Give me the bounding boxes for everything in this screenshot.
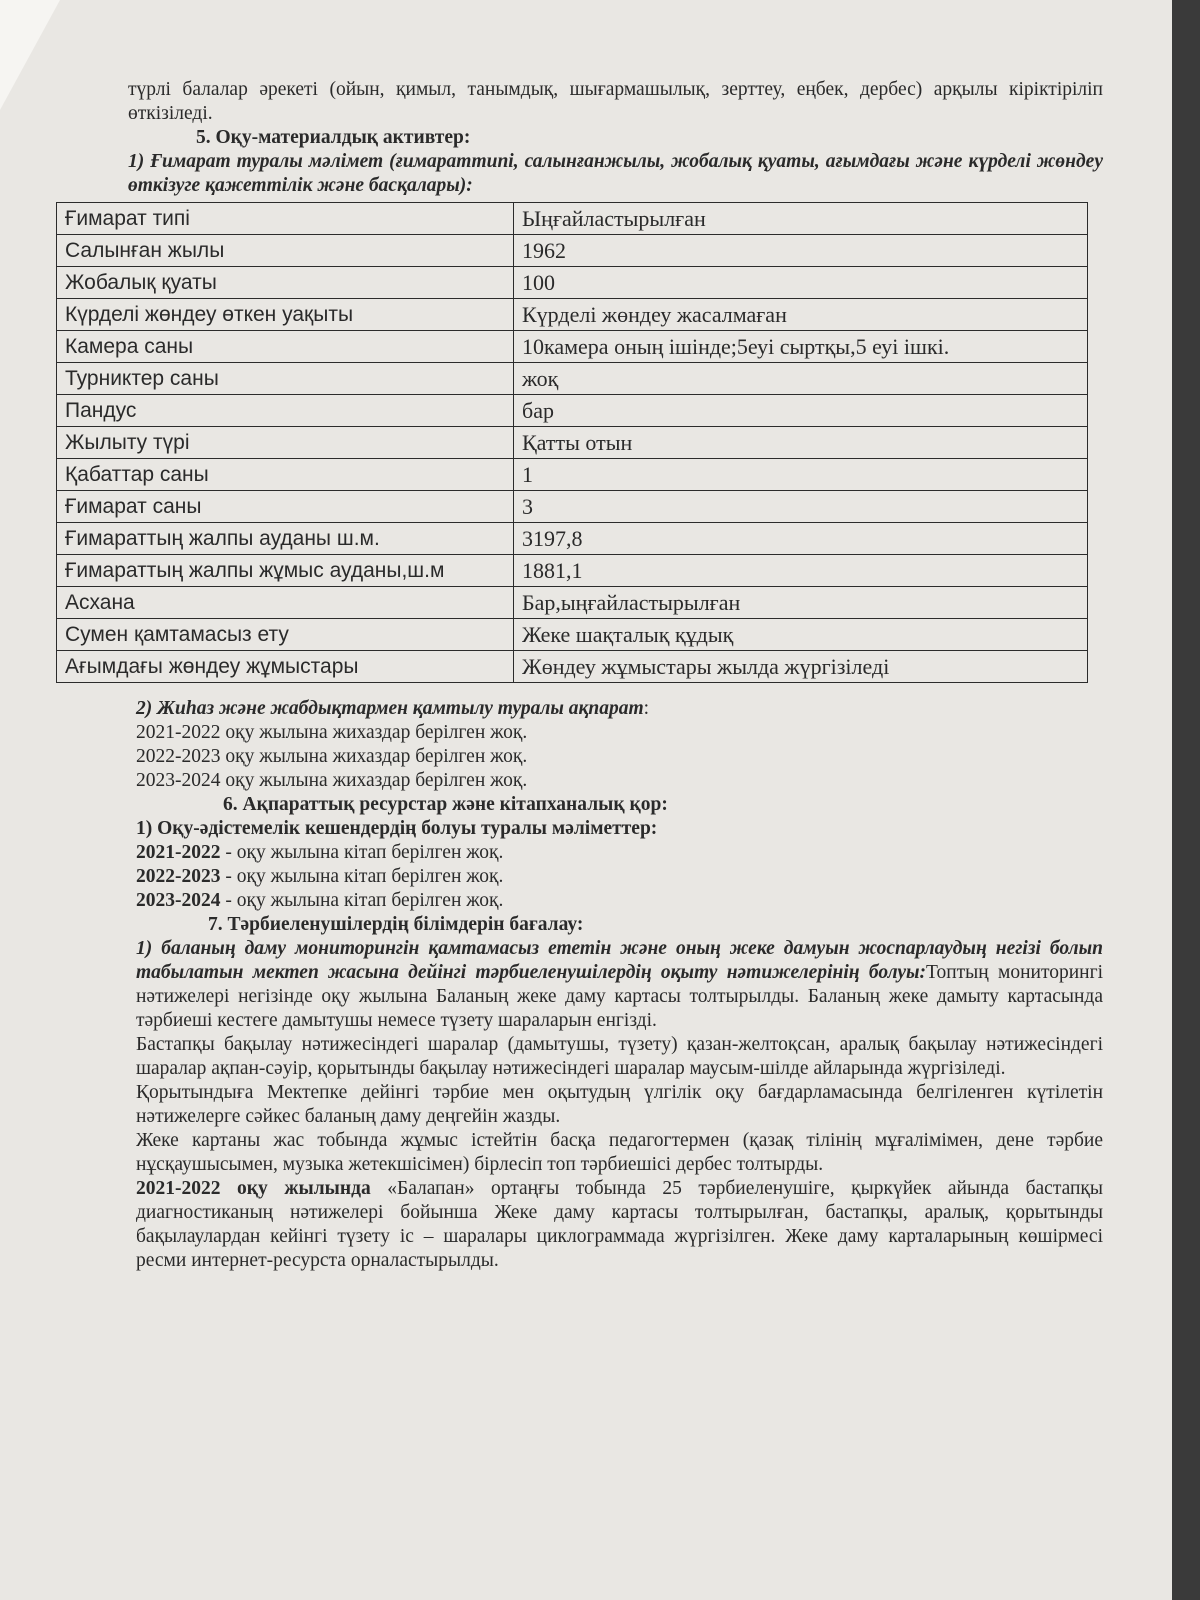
table-key-cell: Сумен қамтамасыз ету <box>57 619 514 651</box>
building-info-table <box>56 202 1088 683</box>
furniture-line: 2021-2022 оқу жылына жихаздар берілген жоқ. <box>136 722 528 743</box>
books-year: 2021-2022 <box>136 842 221 863</box>
sub2-colon: : <box>643 698 650 719</box>
table-value-cell: Жөндеу жұмыстары жылда жүргізіледі <box>514 651 1088 683</box>
table-value-cell: бар <box>514 395 1088 427</box>
table-value-cell: жоқ <box>514 363 1088 395</box>
books-text: - оқу жылына кітап берілген жоқ. <box>220 842 504 863</box>
books-line <box>136 865 1103 889</box>
section7-paragraph-5 <box>136 1177 1103 1273</box>
books-text: - оқу жылына кітап берілген жоқ. <box>220 866 504 887</box>
table-value-cell: 3197,8 <box>514 523 1088 555</box>
books-line <box>136 889 1103 913</box>
section7-paragraph-4: Жеке картаны жас тобында жұмыс істейтін басқа педагогтермен (қазақ тілінің мұғалімімен, дене тәрбие нұсқаушысымен, музыка жетекшісімен) бірлесіп топ тәрбиешісі дербес толтырды. <box>136 1130 1103 1175</box>
table-key-cell: Күрделі жөндеу өткен уақыты <box>57 299 514 331</box>
section6-sub1-title: 1) Оқу-әдістемелік кешендердің болуы туралы мәліметтер: <box>136 818 658 839</box>
table-key-cell: Ғимарат саны <box>57 491 514 523</box>
table-key-cell: Пандус <box>57 395 514 427</box>
table-key-cell: Салынған жылы <box>57 235 514 267</box>
table-value-cell: 1962 <box>514 235 1088 267</box>
books-year: 2023-2024 <box>136 890 221 911</box>
table-row <box>57 427 1088 459</box>
table-key-cell: Жылыту түрі <box>57 427 514 459</box>
section7-p5-bold: 2021-2022 оқу жылында <box>136 1178 371 1199</box>
table-key-cell: Қабаттар саны <box>57 459 514 491</box>
table-value-cell: 1 <box>514 459 1088 491</box>
table-key-cell: Ғимараттың жалпы ауданы ш.м. <box>57 523 514 555</box>
table-row <box>57 619 1088 651</box>
table-row <box>57 267 1088 299</box>
section5-sub2-title <box>136 697 1103 721</box>
table-row <box>57 235 1088 267</box>
table-row <box>57 331 1088 363</box>
sub2-label: 2) Жиhаз және жабдықтармен қамтылу туралы ақпарат <box>136 698 644 719</box>
books-line <box>136 841 1103 865</box>
intro-paragraph: түрлі балалар әрекеті (ойын, қимыл, танымдық, шығармашылық, зерттеу, еңбек, дербес) арқылы кіріктіріліп өткізіледі. <box>128 79 1103 124</box>
table-value-cell: 1881,1 <box>514 555 1088 587</box>
table-row <box>57 491 1088 523</box>
table-row <box>57 651 1088 683</box>
table-value-cell: 3 <box>514 491 1088 523</box>
document-content <box>65 78 1103 1273</box>
table-key-cell: Асхана <box>57 587 514 619</box>
furniture-line: 2023-2024 оқу жылына жихаздар берілген жоқ. <box>136 770 528 791</box>
section7-p1-text: Топтың мониторингі нәтижелері негізінде оқу жылына Баланың жеке даму картасы толтырылды. Баланың жеке дамыту картасында тәрбиеші кестеге дамытушы немесе түзету шараларын енгізді. <box>136 962 1103 1031</box>
table-value-cell: 100 <box>514 267 1088 299</box>
books-text: - оқу жылына кітап берілген жоқ. <box>220 890 504 911</box>
table-value-cell: Қатты отын <box>514 427 1088 459</box>
section7-title: 7. Тәрбиеленушілердің білімдерін бағалау: <box>208 914 584 935</box>
table-row <box>57 459 1088 491</box>
table-value-cell: Ыңғайластырылған <box>514 203 1088 235</box>
page-fold <box>0 0 60 110</box>
furniture-line: 2022-2023 оқу жылына жихаздар берілген жоқ. <box>136 746 528 767</box>
table-value-cell: Бар,ыңғайластырылған <box>514 587 1088 619</box>
section5-sub1-title: 1) Ғимарат туралы мәлімет (ғимараттипі, салынғанжылы, жобалық қуаты, ағымдағы және күрделі жөндеу өткізуге қажеттілік және басқалары): <box>128 151 1103 196</box>
section7-paragraph-2: Бастапқы бақылау нәтижесіндегі шаралар (дамытушы, түзету) қазан-желтоқсан, аралық бақылау нәтижесіндегі шаралар ақпан-сәуір, қорытынды бақылау нәтижесіндегі шаралар маусым-шілде айларында жүргізіледі. <box>136 1034 1103 1079</box>
table-value-cell: 10камера оның ішінде;5еуі сыртқы,5 еуі ішкі. <box>514 331 1088 363</box>
section5-title: 5. Оқу-материалдық активтер: <box>196 127 471 148</box>
table-key-cell: Турниктер саны <box>57 363 514 395</box>
section7-paragraph-1 <box>136 937 1103 1033</box>
books-year: 2022-2023 <box>136 866 221 887</box>
section7-p1-bold: 1) баланың даму мониторингін қамтамасыз ететін және оның жеке дамуын жоспарлаудың негізі болып табылатын мектеп жасына дейінгі тәрбиеленушілердің оқыту нәтижелерінің болуы: <box>136 938 1103 983</box>
table-value-cell: Жеке шақталық құдық <box>514 619 1088 651</box>
table-row <box>57 395 1088 427</box>
table-key-cell: Ғимараттың жалпы жұмыс ауданы,ш.м <box>57 555 514 587</box>
table-key-cell: Камера саны <box>57 331 514 363</box>
section7-paragraph-3: Қорытындыға Мектепке дейінгі тәрбие мен оқытудың үлгілік оқу бағдарламасында белгіленген күтілетін нәтижелерге сәйкес баланың даму деңгейін жазды. <box>136 1082 1103 1127</box>
table-row <box>57 523 1088 555</box>
section6-title: 6. Ақпараттық ресурстар және кітапханалық қор: <box>223 794 668 815</box>
table-row <box>57 555 1088 587</box>
table-row <box>57 587 1088 619</box>
section7-p5-text: «Балапан» ортаңғы тобында 25 тәрбиеленушіге, қыркүйек айында бастапқы диагностиканың нәтижелері бойынша Жеке даму картасы толтырылған, бастапқы, аралық, қорытынды бақылаулардан кейінгі түзету іс – шаралары циклограммада жүргізілген. Жеке даму карталарының көшірмесі ресми интернет-ресурста орналастырылды. <box>136 1178 1103 1271</box>
table-value-cell: Күрделі жөндеу жасалмаған <box>514 299 1088 331</box>
table-key-cell: Ағымдағы жөндеу жұмыстары <box>57 651 514 683</box>
table-row <box>57 203 1088 235</box>
table-key-cell: Жобалық қуаты <box>57 267 514 299</box>
table-row <box>57 363 1088 395</box>
table-key-cell: Ғимарат типі <box>57 203 514 235</box>
table-row <box>57 299 1088 331</box>
